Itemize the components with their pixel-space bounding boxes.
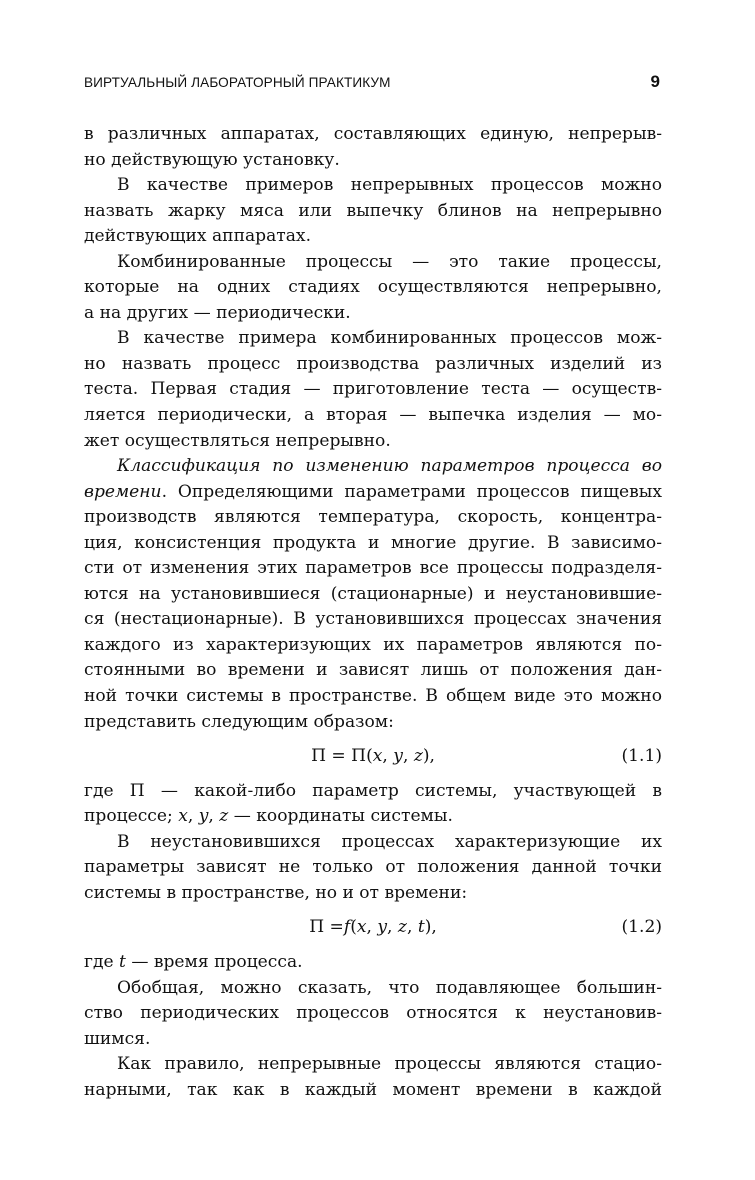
paragraph-last	[84, 1052, 662, 1103]
text-line: действующих аппаратах.	[84, 226, 312, 247]
formula-number: (1.1)	[621, 746, 662, 767]
text-line: жет осуществляться непрерывно.	[84, 430, 391, 451]
text-line: где t — время процесса.	[84, 951, 303, 972]
text-line	[84, 454, 662, 480]
text-line: ция, консистенция продукта и многие другие. В зависимо-	[84, 532, 662, 553]
formula-1-1	[84, 744, 662, 770]
text-line: производств являются температура, скорость, концентра-	[84, 507, 662, 528]
text-line: ляется периодически, а вторая — выпечка изделия — мо-	[84, 405, 662, 426]
text-line: ся (нестационарные). В установившихся процессах значения	[84, 609, 662, 630]
running-title: ВИРТУАЛЬНЫЙ ЛАБОРАТОРНЫЙ ПРАКТИКУМ	[84, 75, 391, 90]
text-line: стоянными во времени и зависят лишь от положения дан-	[84, 660, 662, 681]
paragraph-combined-example	[84, 326, 662, 454]
text-line: нарными, так как в каждый момент времени в каждой	[84, 1079, 662, 1100]
text-line: Комбинированные процессы — это такие процессы,	[117, 251, 662, 272]
text-line: а на других — периодически.	[84, 302, 351, 323]
text-line: Обобщая, можно сказать, что подавляющее большин-	[117, 977, 662, 998]
paragraph-formula-2-explanation	[84, 950, 662, 976]
paragraph-summary	[84, 976, 662, 1053]
paragraph-formula-1-explanation	[84, 779, 662, 830]
text-line: но назвать процесс производства различных изделий из	[84, 353, 662, 374]
text-line: Как правило, непрерывные процессы являются стацио-	[117, 1054, 662, 1075]
page-number: 9	[650, 72, 660, 91]
text-line: в различных аппаратах, составляющих единую, непрерыв-	[84, 124, 662, 144]
paragraph-continued	[84, 122, 662, 173]
text-line: процессе; x, y, z — координаты системы.	[84, 806, 453, 827]
text-line: В неустановившихся процессах характеризующие их	[117, 831, 662, 852]
paragraph-classification	[84, 454, 662, 735]
text-line: назвать жарку мяса или выпечку блинов на непрерывно	[84, 200, 662, 221]
running-header	[84, 72, 662, 94]
formula-1-2	[84, 915, 662, 941]
text-line: В качестве примеров непрерывных процессов можно	[117, 175, 662, 196]
italic-term: Классификация по изменению параметров процесса во	[117, 456, 662, 477]
text-line: теста. Первая стадия — приготовление теста — осуществ-	[84, 379, 662, 400]
italic-term: времени	[84, 481, 162, 502]
text-line: ной точки системы в пространстве. В общем виде это можно	[84, 686, 662, 707]
paragraph-combined-definition	[84, 250, 662, 327]
paragraph-continuous-examples	[84, 173, 662, 250]
text-line: шимся.	[84, 1028, 151, 1049]
text-line: которые на одних стадиях осуществляются непрерывно,	[84, 277, 662, 298]
text-line: каждого из характеризующих их параметров являются по-	[84, 634, 662, 655]
text-line: где П — какой-либо параметр системы, участвующей в	[84, 780, 662, 801]
text-line: ются на установившиеся (стационарные) и неустановившие-	[84, 583, 662, 604]
text-line: параметры зависят не только от положения данной точки	[84, 857, 662, 878]
text-line: времени. Определяющими параметрами процессов пищевых	[84, 481, 662, 502]
text-line: В качестве примера комбинированных процессов мож-	[117, 328, 662, 349]
text-line: ство периодических процессов относятся к неустановив-	[84, 1003, 662, 1024]
paragraph-unsteady	[84, 830, 662, 907]
text-line: системы в пространстве, но и от времени:	[84, 882, 468, 903]
formula-expression: П = П(x, y, z),	[311, 746, 435, 767]
formula-number: (1.2)	[621, 917, 662, 938]
text-line: представить следующим образом:	[84, 711, 394, 732]
text-line: сти от изменения этих параметров все процессы подразделя-	[84, 558, 662, 579]
body-text	[84, 122, 662, 1103]
text-line: но действующую установку.	[84, 149, 340, 170]
formula-expression: П =f(x, y, z, t),	[309, 917, 437, 938]
